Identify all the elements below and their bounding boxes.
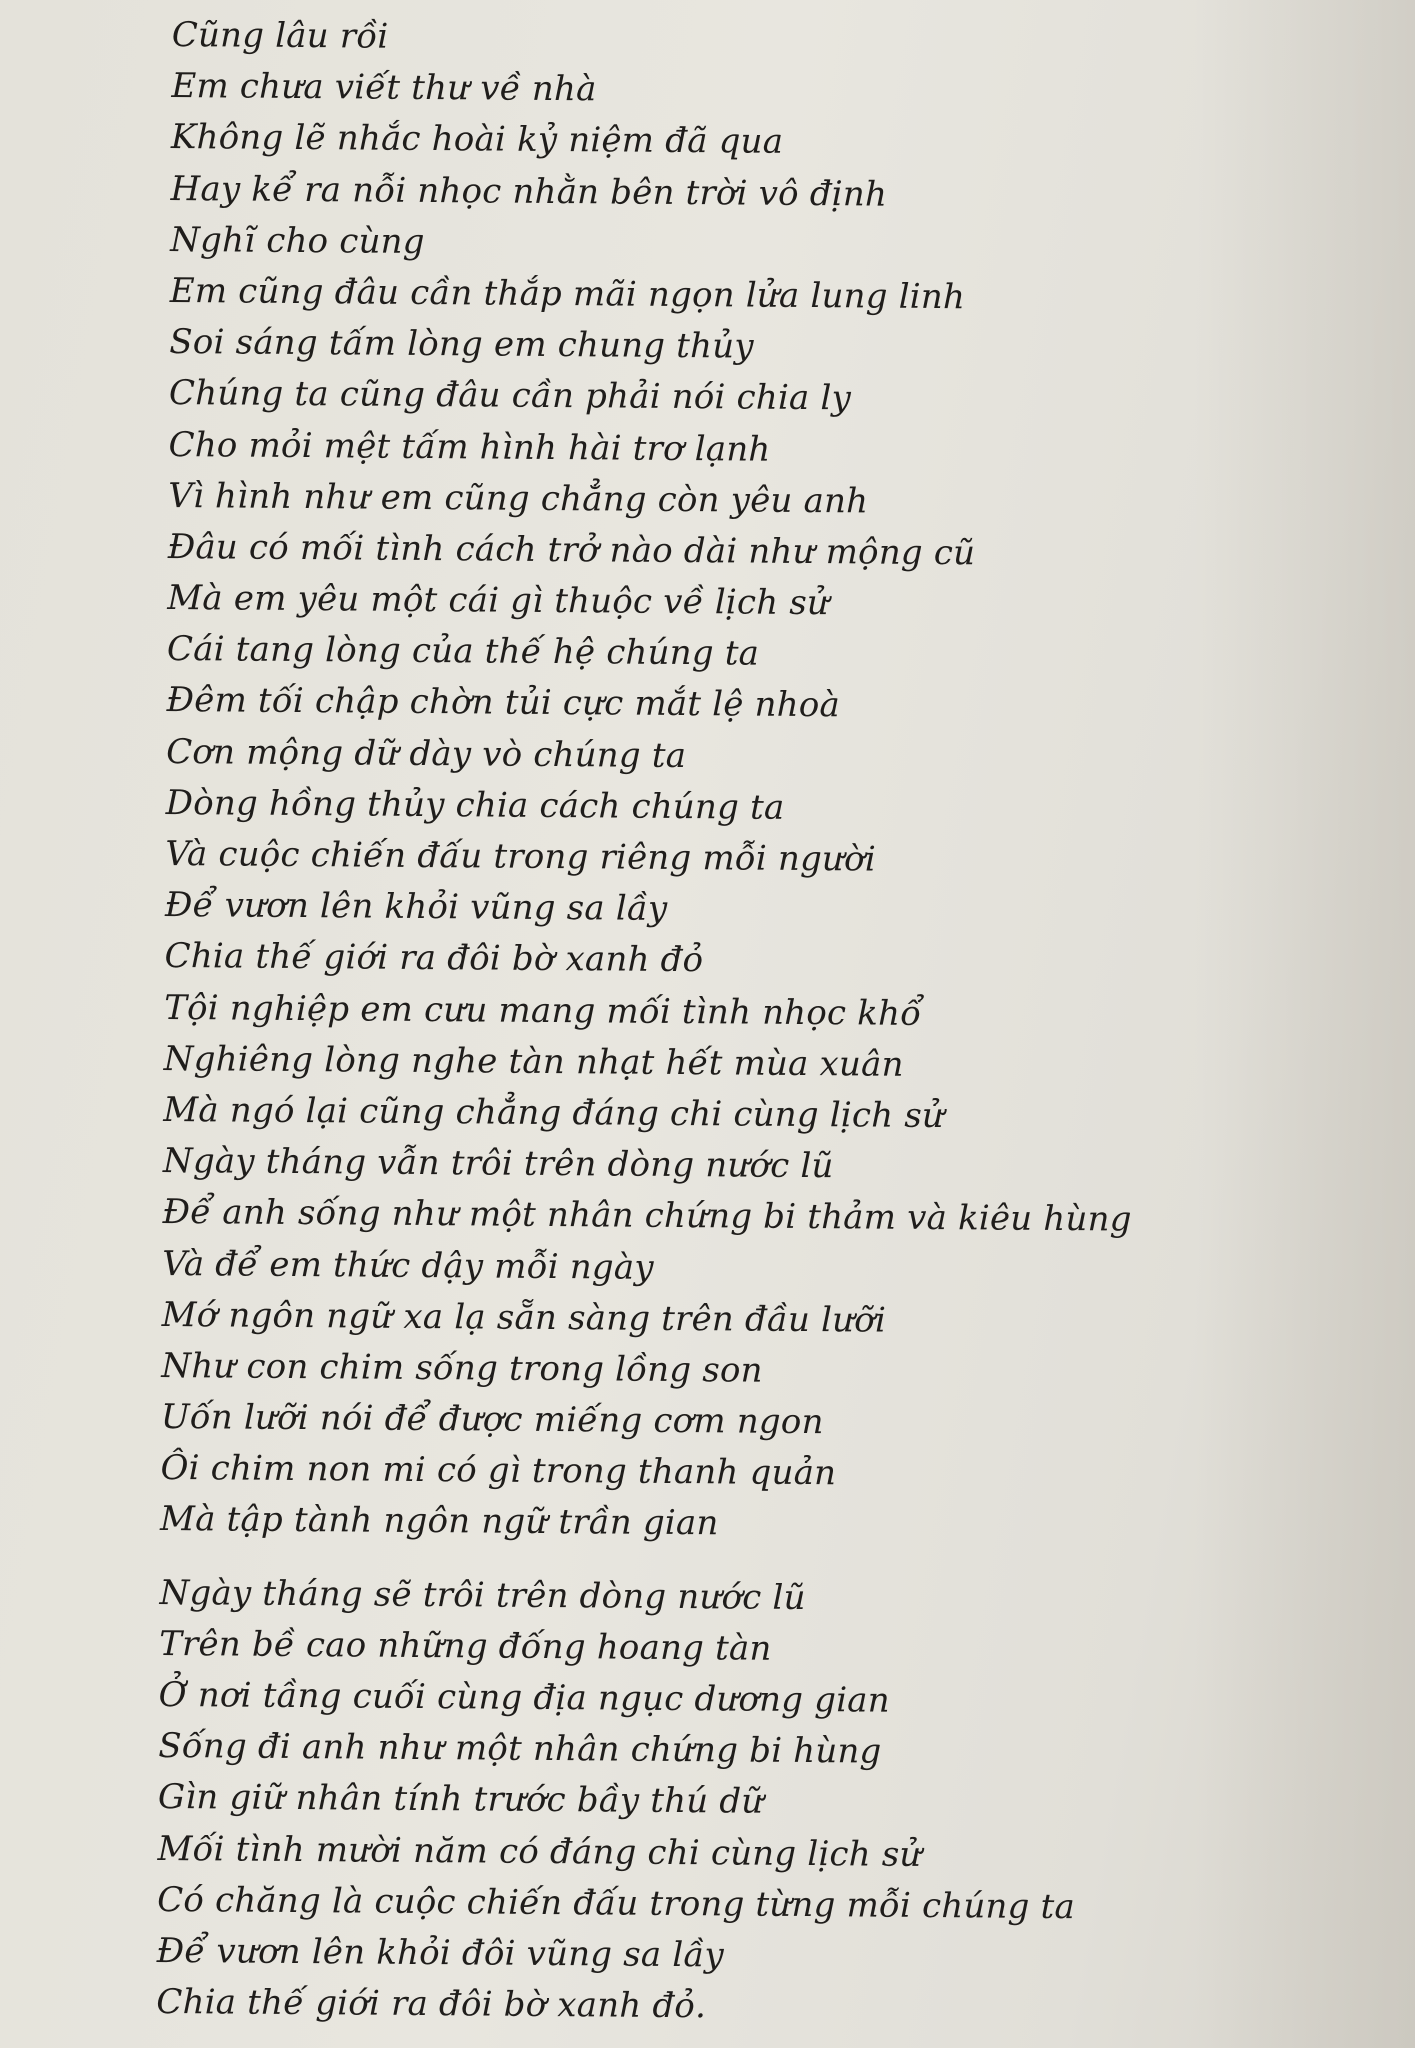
poem-line: Ngày tháng sẽ trôi trên dòng nước lũ: [159, 1572, 806, 1618]
poem-line: Ở nơi tầng cuối cùng địa ngục dương gian: [158, 1674, 890, 1721]
poem-line: Và để em thức dậy mỗi ngày: [161, 1243, 654, 1288]
poem-line: Soi sáng tấm lòng em chung thủy: [169, 322, 754, 367]
poem-line: Để vươn lên khỏi vũng sa lầy: [164, 885, 668, 930]
poem-line: Để anh sống như một nhân chứng bi thảm và kiêu hùng: [162, 1192, 1132, 1240]
poem-line: Chia thế giới ra đôi bờ xanh đỏ: [164, 936, 704, 981]
poem-line: Dòng hồng thủy chia cách chúng ta: [165, 782, 785, 828]
poem-line: Nghĩ cho cùng: [170, 219, 425, 262]
poem-line: Cho mỏi mệt tấm hình hài trơ lạnh: [168, 424, 771, 470]
poem-line: Tội nghiệp em cưu mang mối tình nhọc khổ: [164, 987, 922, 1034]
poem-line: Trên bề cao những đống hoang tàn: [159, 1623, 772, 1669]
poem-line: Em chưa viết thư về nhà: [171, 66, 597, 110]
poem-line: Sống đi anh như một nhân chứng bi hùng: [158, 1726, 882, 1772]
poem-line: Mối tình mười năm có đáng chi cùng lịch sử: [157, 1828, 922, 1875]
poem-line: Mà em yêu một cái gì thuộc về lịch sử: [167, 578, 830, 624]
poem-line: Nghiêng lòng nghe tàn nhạt hết mùa xuân: [163, 1038, 904, 1085]
poem-line: Cũng lâu rồi: [171, 14, 389, 57]
poem-line: Cái tang lòng của thế hệ chúng ta: [166, 629, 760, 674]
poem-line: Em cũng đâu cần thắp mãi ngọn lửa lung linh: [169, 270, 966, 318]
poem-line: Gìn giữ nhân tính trước bầy thú dữ: [157, 1777, 764, 1823]
poem-line: Đêm tối chập chờn tủi cực mắt lệ nhoà: [166, 680, 841, 726]
poem-line: Chia thế giới ra đôi bờ xanh đỏ.: [156, 1982, 707, 2027]
poem-line: Vì hình như em cũng chẳng còn yêu anh: [168, 475, 869, 522]
poem-line: Hay kể ra nỗi nhọc nhằn bên trời vô định: [170, 168, 888, 215]
poem-stanza-2: [156, 1568, 1290, 2038]
poem-line: Không lẽ nhắc hoài kỷ niệm đã qua: [170, 117, 784, 163]
poem-line: Để vươn lên khỏi đôi vũng sa lầy: [156, 1930, 725, 1976]
poem-line: Chúng ta cũng đâu cần phải nói chia ly: [168, 373, 852, 419]
poem-line: Ôi chim non mi có gì trong thanh quản: [160, 1448, 837, 1494]
poem-line: Cơn mộng dữ dày vò chúng ta: [166, 731, 687, 776]
poem-line: Đâu có mối tình cách trở nào dài như mộng cũ: [167, 526, 976, 574]
poem-line: Và cuộc chiến đấu trong riêng mỗi người: [165, 833, 877, 880]
poem-line: Mà ngó lại cũng chẳng đáng chi cùng lịch sử: [163, 1089, 945, 1137]
poem-line: Uốn lưỡi nói để được miếng cơm ngon: [160, 1397, 824, 1443]
poem-line: Mớ ngôn ngữ xa lạ sẵn sàng trên đầu lưỡi: [161, 1294, 887, 1341]
poem-line: Có chăng là cuộc chiến đấu trong từng mỗi chúng ta: [157, 1879, 1076, 1927]
poem-line: Như con chim sống trong lồng son: [161, 1345, 763, 1391]
poem-line: Mà tập tành ngôn ngữ trần gian: [159, 1499, 719, 1544]
poem-line: Ngày tháng vẫn trôi trên dòng nước lũ: [162, 1141, 834, 1187]
poem-text: [156, 10, 1302, 2037]
poem-stanza-1: [160, 10, 1302, 1554]
